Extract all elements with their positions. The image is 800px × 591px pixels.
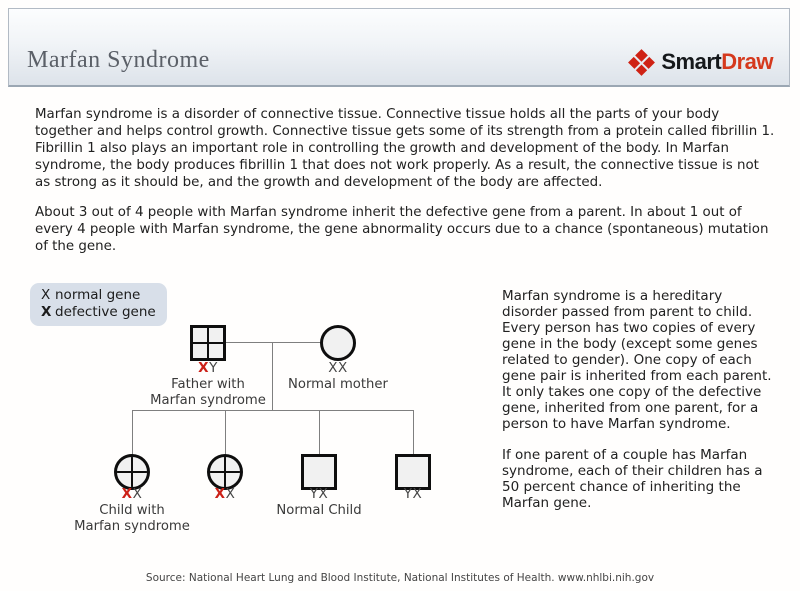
couple-connector-line <box>224 342 322 343</box>
father-caption-line2: Marfan syndrome <box>150 393 266 408</box>
legend-defective-label: defective gene <box>55 304 156 320</box>
father-genotype <box>168 360 248 376</box>
child2-defective-allele: X <box>214 486 226 502</box>
sidebar-text-block <box>502 288 776 526</box>
legend-defective-symbol: X <box>41 304 52 320</box>
legend-normal-symbol: X <box>41 287 51 303</box>
sidebar-paragraph-1: Marfan syndrome is a hereditary disorder passed from parent to child. Every person has two copies of every gene in the body (except some genes related to gender). One copy of each gene pair is inherited from each parent. It only takes one copy of the defective gene, inherited from one parent, for a person to have Marfan syndrome. <box>502 288 772 432</box>
mother-normal-female-symbol <box>320 325 356 361</box>
affected-caption-line1: Child with <box>99 503 165 518</box>
intro-paragraph-2: About 3 out of 4 people with Marfan syndrome inherit the defective gene from a parent. In about 1 out of every 4 people with Marfan syndrome, the gene abnormality occurs due to a chance (spontaneous) mutation of the gene. <box>35 205 769 254</box>
child4-normal-male-symbol <box>395 454 431 490</box>
child2-drop-line <box>225 410 226 456</box>
child4-genotype: YX <box>403 486 423 502</box>
mother-genotype: XX <box>328 360 348 376</box>
child2-normal-allele: X <box>225 486 236 502</box>
legend-normal-label: normal gene <box>55 287 141 303</box>
normal-children-caption: Normal Child <box>276 503 362 518</box>
child1-normal-allele: X <box>132 486 143 502</box>
source-attribution: Source: National Heart Lung and Blood Institute, National Institutes of Health. www.nhlbi.nih.gov <box>145 572 655 584</box>
child3-drop-line <box>319 410 320 456</box>
child2-affected-female-symbol <box>207 454 243 490</box>
intro-paragraph-1: Marfan syndrome is a disorder of connective tissue. Connective tissue holds all the parts of your body together and helps control growth. Connective tissue gets some of its strength from a protein called fibrillin 1. Fibrillin 1 also plays an important role in controlling the growth and development of the body. In Marfan syndrome, the body produces fibrillin 1 that does not work properly. As a result, the connective tissue is not as strong as it should be, and the growth and development of the body are affected. <box>35 107 775 190</box>
father-normal-allele: Y <box>209 360 218 376</box>
child4-drop-line <box>413 410 414 456</box>
father-defective-allele: X <box>198 360 210 376</box>
mother-caption: Normal mother <box>288 377 388 392</box>
child2-genotype <box>185 486 265 502</box>
child1-genotype <box>92 486 172 502</box>
sibling-line <box>132 410 414 411</box>
sidebar-paragraph-2: If one parent of a couple has Marfan syndrome, each of their children has a 50 percent chance of inheriting the Marfan gene. <box>502 447 763 511</box>
logo-smart-text: Smart <box>661 49 722 74</box>
child1-symbol-cross <box>115 471 149 473</box>
father-caption-line1: Father with <box>171 377 245 392</box>
child3-normal-male-symbol <box>301 454 337 490</box>
father-symbol-cross <box>191 342 225 344</box>
child1-affected-female-symbol <box>114 454 150 490</box>
affected-children-caption <box>52 503 212 535</box>
child2-symbol-cross <box>208 471 242 473</box>
father-affected-male-symbol <box>190 325 226 361</box>
child3-genotype: YX <box>309 486 329 502</box>
affected-caption-line2: Marfan syndrome <box>74 519 190 534</box>
page-title: Marfan Syndrome <box>27 47 210 73</box>
child1-drop-line <box>132 410 133 456</box>
logo-draw-text: Draw <box>721 49 773 74</box>
child1-defective-allele: X <box>121 486 133 502</box>
